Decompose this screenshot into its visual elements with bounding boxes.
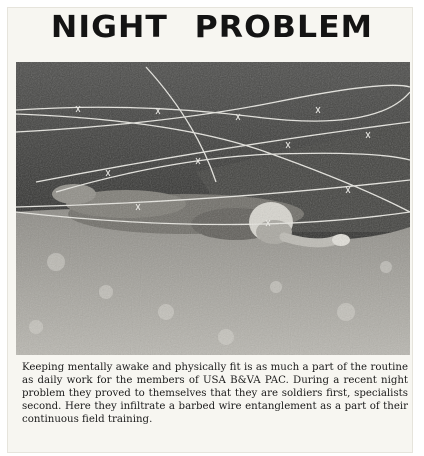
barbed-wire-photo: [16, 62, 410, 355]
photograph: [16, 62, 410, 355]
headline: NIGHT PROBLEM: [50, 10, 374, 45]
photo-caption: Keeping mentally awake and physically fit is as much a part of the routine as daily work for the members of USA B&VA PAC. During a recent night problem they proved to themselves that they are soldiers first, specialists second. Here they infiltrate a barbed wire entanglement as a part of their continuous field training.: [22, 362, 408, 425]
